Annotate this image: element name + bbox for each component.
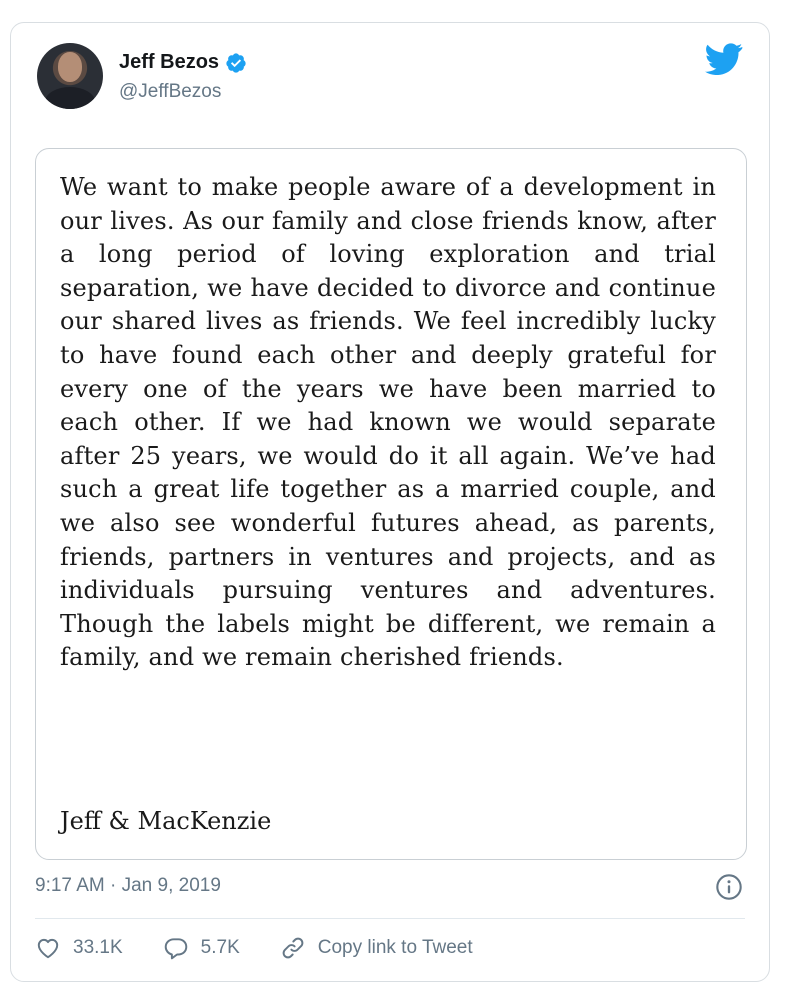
statement-image[interactable] — [35, 148, 747, 860]
author-handle[interactable]: @JeffBezos — [119, 81, 222, 102]
verified-badge-icon — [225, 52, 247, 74]
info-icon[interactable] — [715, 873, 743, 901]
copy-link-button[interactable] — [280, 935, 473, 961]
like-button[interactable] — [35, 935, 123, 961]
author-name-row — [119, 51, 247, 74]
reply-button[interactable] — [163, 935, 240, 961]
like-count: 33.1K — [73, 937, 123, 958]
avatar[interactable] — [37, 43, 103, 109]
reply-count: 5.7K — [200, 937, 240, 958]
link-icon — [280, 935, 306, 961]
reply-icon — [163, 935, 189, 961]
statement-signature: Jeff & MacKenzie — [60, 807, 272, 835]
heart-icon — [35, 935, 61, 961]
tweet-card — [10, 22, 770, 982]
avatar-shoulders — [45, 87, 95, 109]
twitter-bird-icon[interactable] — [705, 43, 743, 75]
divider — [35, 918, 745, 919]
avatar-head — [58, 52, 82, 82]
copy-link-label: Copy link to Tweet — [317, 937, 473, 958]
author-display-name[interactable]: Jeff Bezos — [119, 51, 220, 73]
statement-text: We want to make people aware of a development in our lives. As our family and close friends know, after a long period of loving exploration and trial separation, we have decided to divorce and continue our shared lives as friends. We feel incredibly lucky to have found each other and deeply grateful for every one of the years we have been married to each other. If we had known we would separate after 25 years, we would do it all again. We’ve had such a great life together as a married couple, and we also see wonderful futures ahead, as parents, friends, partners in ventures and projects, and as individuals pursuing ventures and adventures. Though the labels might be different, we remain a family, and we remain cherished friends. — [60, 173, 716, 672]
tweet-actions — [35, 935, 513, 961]
tweet-timestamp[interactable]: 9:17 AM · Jan 9, 2019 — [35, 875, 221, 896]
